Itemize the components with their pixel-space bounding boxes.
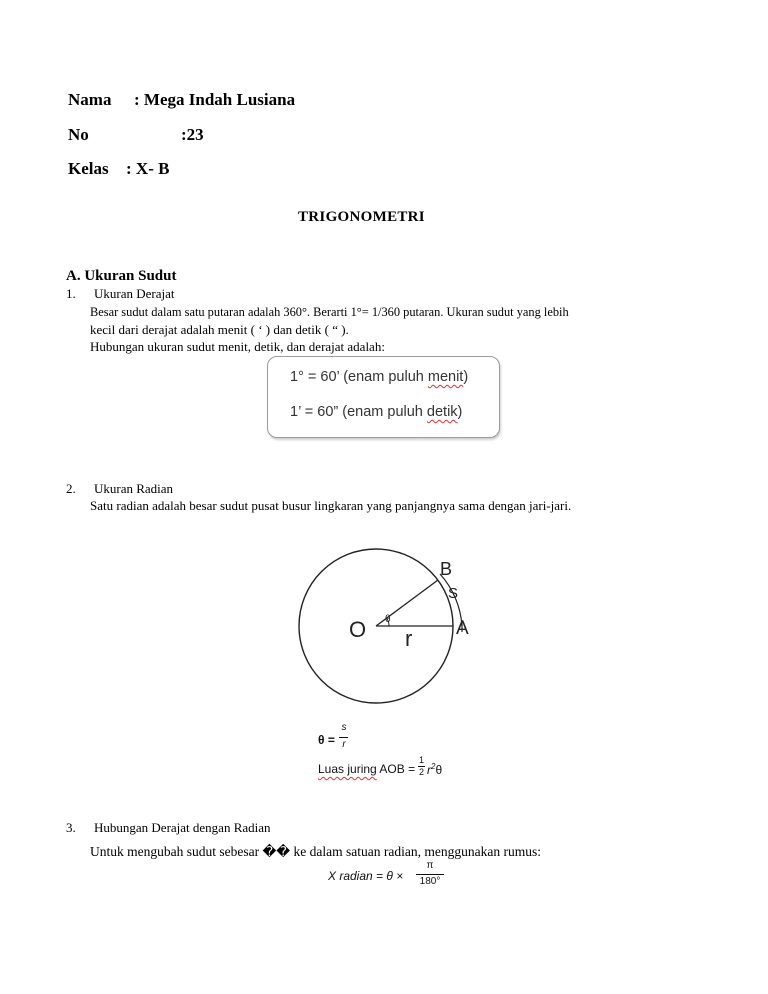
theta-equation-fraction-bar <box>339 737 348 738</box>
name-value: : Mega Indah Lusiana <box>134 90 296 109</box>
label-a: A <box>456 618 469 639</box>
item1-line2: kecil dari derajat adalah menit ( ‘ ) dan detik ( “ ). <box>90 322 349 337</box>
label-theta: θ <box>385 614 391 625</box>
item2-title: Ukuran Radian <box>94 481 174 496</box>
document-title: TRIGONOMETRI <box>298 209 425 225</box>
formula-second-line <box>290 404 462 420</box>
area-r: r <box>427 763 431 777</box>
label-s: S <box>448 585 459 602</box>
item3-line1-start: Untuk mengubah sudut sebesar <box>90 844 263 859</box>
theta-equation-numerator: s <box>341 722 347 733</box>
item2-line1: Satu radian adalah besar sudut pusat busur lingkaran yang panjangnya sama dengan jari-jari. <box>90 498 572 513</box>
radian-formula-denominator: 180° <box>419 876 441 887</box>
theta-equation-denominator: r <box>342 739 346 750</box>
theta-equation-lhs: θ = <box>318 733 335 747</box>
item3-number: 3. <box>66 820 76 835</box>
missing-glyph-symbol: �� <box>262 844 291 860</box>
label-b: B <box>440 559 453 579</box>
radian-formula-numerator: π <box>426 860 434 871</box>
label-o: O <box>349 617 367 642</box>
item1-line3: Hubungan ukuran sudut menit, detik, dan derajat adalah: <box>90 339 385 354</box>
area-equation-tail <box>427 762 442 777</box>
area-equation <box>318 762 415 776</box>
class-label: Kelas <box>68 159 109 178</box>
formula-minute-main: 1° = 60’ (enam puluh <box>290 369 428 385</box>
no-label: No <box>68 125 89 144</box>
formula-second-main: 1’ = 60” (enam puluh <box>290 404 427 420</box>
radian-circle-diagram <box>290 548 490 723</box>
item3-line1-end: ke dalam satuan radian, menggunakan rumus: <box>290 844 541 859</box>
item1-line1: Besar sudut dalam satu putaran adalah 360°. Berarti 1°= 1/360 putaran. Ukuran sudut yang lebih <box>90 305 569 319</box>
item3-title: Hubungan Derajat dengan Radian <box>94 820 271 835</box>
formula-second-word: detik <box>426 404 458 420</box>
item1-number: 1. <box>66 286 76 301</box>
no-value: :23 <box>181 125 204 144</box>
area-fraction-numerator: 1 <box>418 755 424 765</box>
formula-second-end: ) <box>457 404 463 420</box>
area-fraction-denominator: 2 <box>418 767 424 777</box>
item3-line1 <box>90 844 541 860</box>
section-a-heading: A. Ukuran Sudut <box>66 268 177 284</box>
area-equation-prefix: Luas juring <box>318 762 377 776</box>
label-r: r <box>405 626 413 651</box>
item1-title: Ukuran Derajat <box>94 286 175 301</box>
area-theta: θ <box>435 763 443 777</box>
formula-minute-end: ) <box>463 369 469 385</box>
item2-number: 2. <box>66 481 76 496</box>
radian-formula-lhs: X radian = θ × <box>328 869 404 883</box>
radian-formula-fraction-bar <box>416 874 444 875</box>
area-exponent: 2 <box>431 762 436 771</box>
name-label: Nama <box>68 90 112 109</box>
area-equation-rest: AOB = <box>376 762 416 776</box>
formula-minute-line <box>290 369 468 385</box>
formula-minute-word: menit <box>427 369 464 385</box>
class-value: : X- B <box>126 159 170 178</box>
degree-formula-box <box>267 356 500 438</box>
